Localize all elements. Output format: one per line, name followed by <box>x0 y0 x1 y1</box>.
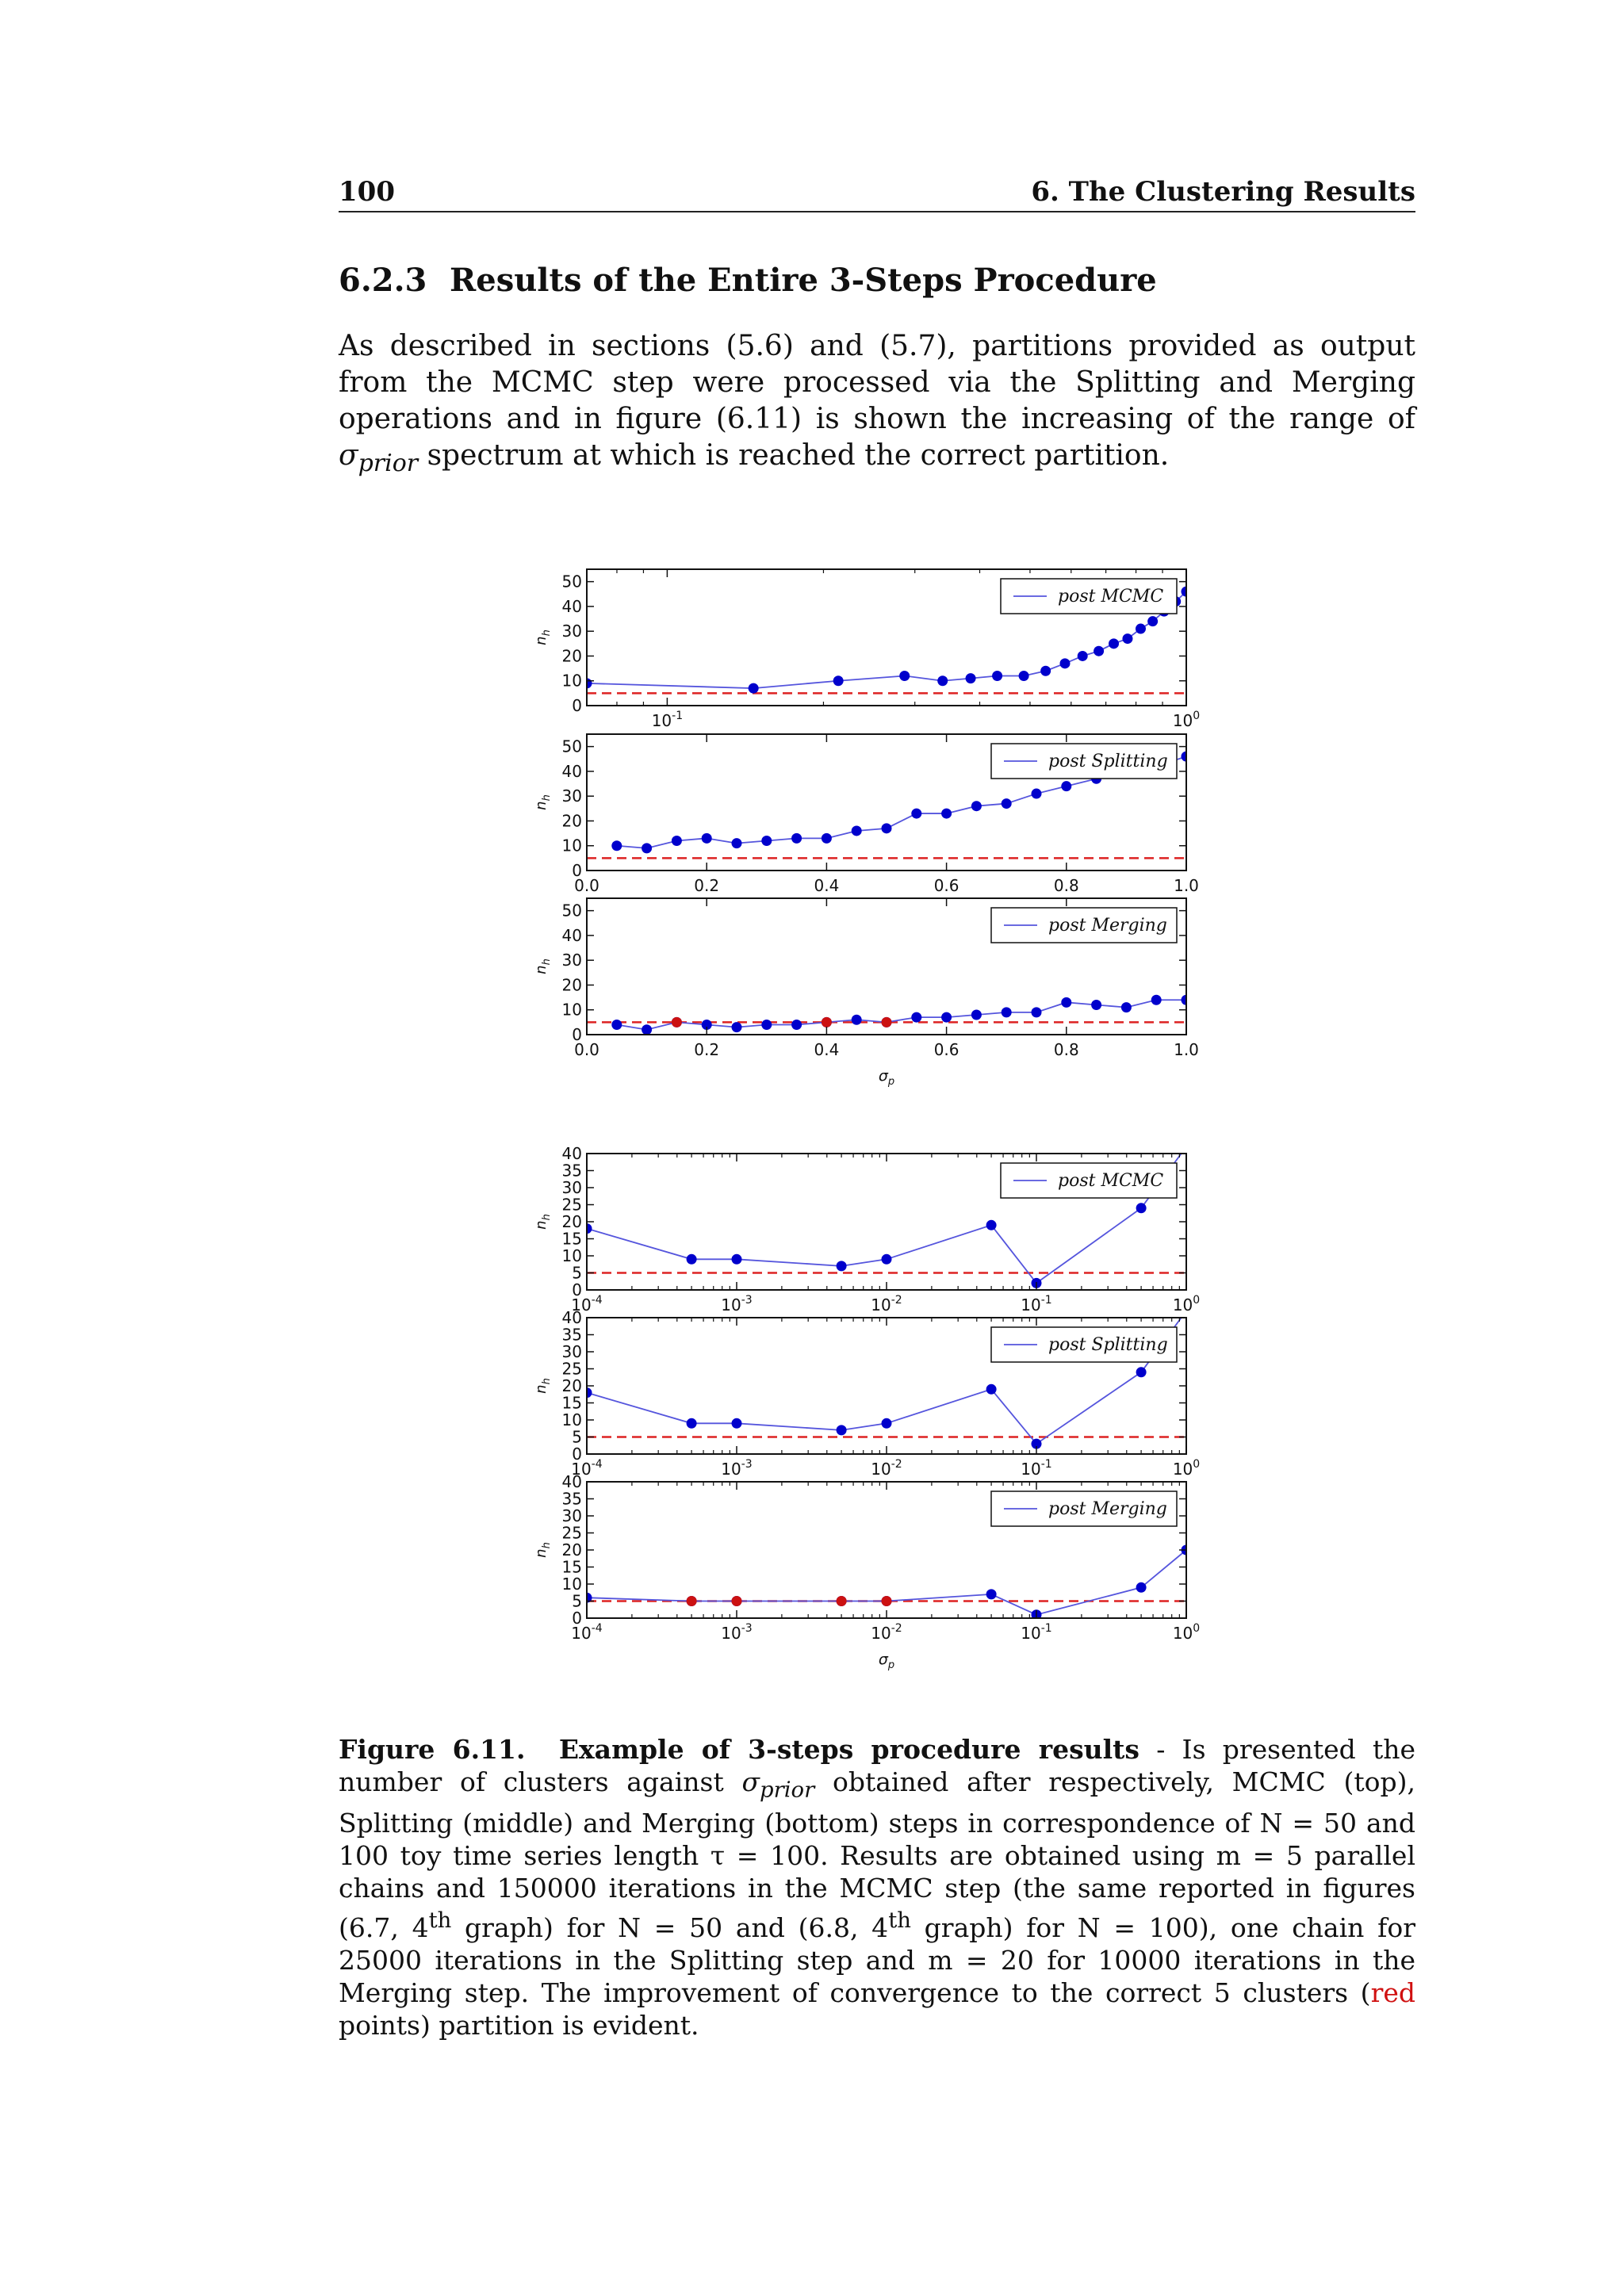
y-tick-label: 35 <box>561 1325 582 1345</box>
legend-label: post Splitting <box>1048 752 1168 771</box>
y-tick-label: 10 <box>561 1246 582 1265</box>
data-point <box>882 1254 892 1265</box>
x-tick-label: 0.4 <box>814 1040 840 1059</box>
data-point <box>837 1425 847 1435</box>
series-group <box>611 995 1191 1035</box>
x-tick-label <box>652 710 683 730</box>
axis-label-sub: p <box>887 1076 895 1088</box>
chart-n100-mcmc <box>533 1142 1200 1314</box>
x-tick-label: 0.2 <box>694 1040 720 1059</box>
y-tick-label: 25 <box>561 1195 582 1215</box>
x-tick-label <box>871 1294 902 1314</box>
data-point-red <box>882 1596 892 1606</box>
legend-label: post MCMC <box>1058 1171 1164 1191</box>
data-point <box>911 1012 921 1023</box>
data-point <box>732 1254 742 1265</box>
caption-title: Example of 3-steps procedure results <box>558 1734 1140 1765</box>
data-point <box>1109 638 1119 649</box>
axis-label-sub: h <box>541 1378 553 1385</box>
tick-base: 10 <box>721 1624 741 1643</box>
x-tick-label <box>1021 1294 1051 1314</box>
data-point <box>899 671 910 681</box>
y-tick-label: 20 <box>561 811 582 831</box>
y-tick-label: 30 <box>561 786 582 806</box>
y-tick-label: 0 <box>572 696 582 715</box>
y-tick-label: 25 <box>561 1359 582 1379</box>
running-title: 6. The Clustering Results <box>1031 176 1415 208</box>
caption-label: Figure 6.11. <box>339 1734 526 1765</box>
y-tick-label: 0 <box>572 1025 582 1044</box>
data-point <box>1182 1142 1192 1152</box>
data-point <box>702 833 712 844</box>
x-tick-label <box>1173 710 1200 730</box>
data-point <box>611 840 622 851</box>
tick-exponent: -3 <box>741 1458 753 1471</box>
tick-base: 10 <box>1172 711 1193 730</box>
x-tick-label <box>1021 1458 1051 1479</box>
axis-label-main: σ <box>878 1067 888 1085</box>
data-point <box>1151 995 1162 1005</box>
axis-label-sub: h <box>541 794 553 802</box>
y-tick-label: 20 <box>561 1212 582 1231</box>
y-tick-label: 30 <box>561 622 582 641</box>
x-tick-label <box>721 1622 752 1643</box>
axis-label-main: n <box>533 1384 550 1394</box>
data-point <box>791 1020 802 1030</box>
y-tick-label: 15 <box>561 1229 582 1249</box>
data-point-red <box>732 1596 742 1606</box>
data-point <box>992 671 1002 681</box>
y-tick-label: 10 <box>561 671 582 691</box>
tick-exponent: -1 <box>1040 1622 1052 1635</box>
x-tick-label <box>571 1622 603 1643</box>
y-axis-label <box>533 629 553 645</box>
chart-n50-splitting <box>533 734 1199 895</box>
y-tick-label: 20 <box>561 1540 582 1559</box>
data-point <box>1002 1007 1012 1017</box>
data-point-red <box>687 1596 697 1606</box>
data-point <box>672 836 682 846</box>
data-point <box>791 833 802 844</box>
data-point <box>642 843 652 853</box>
x-tick-label <box>721 1458 752 1479</box>
y-tick-label: 25 <box>561 1523 582 1543</box>
figure-caption <box>339 1733 1415 2042</box>
sigma-subscript: prior <box>358 450 419 478</box>
data-point <box>761 1020 772 1030</box>
y-tick-label: 30 <box>561 1178 582 1197</box>
tick-exponent: -2 <box>891 1458 902 1471</box>
y-tick-label: 40 <box>561 761 582 781</box>
data-point <box>1059 658 1070 668</box>
axis-label-main: n <box>533 1548 550 1558</box>
tick-exponent: 0 <box>1193 1294 1201 1307</box>
data-point <box>1078 651 1088 661</box>
y-tick-label: 35 <box>561 1489 582 1509</box>
y-tick-label: 40 <box>561 1144 582 1163</box>
data-point <box>611 1020 622 1030</box>
data-point <box>966 673 976 683</box>
tick-base: 10 <box>571 1624 592 1643</box>
axis-label-main: n <box>533 801 550 810</box>
y-axis-label <box>533 959 553 974</box>
x-tick-label: 0.4 <box>814 876 840 895</box>
axis-label-sub: h <box>541 1214 553 1221</box>
y-axis-label <box>533 794 553 810</box>
y-tick-label: 0 <box>572 1609 582 1628</box>
axis-label-sub: h <box>541 1542 553 1549</box>
y-tick-label: 5 <box>572 1591 582 1611</box>
tick-exponent: -1 <box>1040 1294 1052 1307</box>
tick-base: 10 <box>651 711 672 730</box>
section-title: Results of the Entire 3-Steps Procedure <box>450 262 1157 299</box>
chart-n100-splitting <box>533 1306 1200 1479</box>
data-point <box>1136 1367 1147 1377</box>
x-tick-label: 0.6 <box>933 1040 959 1059</box>
data-point <box>937 675 948 686</box>
x-tick-label: 0.8 <box>1053 1040 1079 1059</box>
superscript-th: th <box>888 1907 911 1933</box>
y-tick-label: 5 <box>572 1263 582 1283</box>
caption-text: graph) for N = 100), one chain for 25000 iterations in the Splitting step and m = 20 for 10000 iterations in the Merging step. The improvement of convergence to the correct 5 clusters ( <box>339 1911 1415 2008</box>
tick-base: 10 <box>1021 1460 1041 1479</box>
data-point <box>687 1418 697 1429</box>
y-tick-label: 10 <box>561 1000 582 1020</box>
x-tick-label <box>871 1622 902 1643</box>
caption-text: graph) for N = 50 and (6.8, 4 <box>451 1911 889 1943</box>
legend-label: post MCMC <box>1058 587 1164 607</box>
chart-n50-mcmc <box>533 569 1200 730</box>
y-tick-label: 10 <box>561 1410 582 1429</box>
caption-text: obtained after respectively, MCMC (top), Splitting (middle) and Merging (bottom) steps in correspondence of N = 50 and 100 toy time series length τ = 100. Results are obtained using m = 5 parallel chains and 150000 iterations in the MCMC step (the same reported in figures (6.7, 4 <box>339 1766 1415 1943</box>
chart-n50-merging <box>533 898 1199 1088</box>
data-point <box>1147 616 1158 626</box>
y-tick-label: 10 <box>561 1575 582 1594</box>
data-point <box>642 1024 652 1035</box>
y-tick-label: 50 <box>561 737 582 756</box>
data-point <box>1121 1002 1132 1012</box>
x-tick-label <box>871 1458 902 1479</box>
data-point <box>761 836 772 846</box>
axis-label-main: n <box>533 1220 550 1230</box>
data-point <box>833 675 844 686</box>
y-tick-label: 30 <box>561 1506 582 1525</box>
data-point <box>986 1384 997 1395</box>
tick-exponent: -4 <box>591 1622 603 1635</box>
page-number: 100 <box>339 176 395 208</box>
legend-label: post Merging <box>1048 916 1167 936</box>
data-point <box>1136 1203 1147 1213</box>
data-point <box>822 833 832 844</box>
x-tick-label: 0.6 <box>933 876 959 895</box>
y-tick-label: 40 <box>561 925 582 945</box>
tick-base: 10 <box>721 1295 741 1314</box>
data-point <box>986 1220 997 1230</box>
data-point-red <box>822 1017 832 1027</box>
sigma-subscript: prior <box>759 1777 815 1803</box>
tick-base: 10 <box>1172 1460 1193 1479</box>
data-point <box>732 1418 742 1429</box>
axis-label-main: n <box>533 965 550 974</box>
y-axis-label <box>533 1378 553 1394</box>
y-tick-label: 0 <box>572 861 582 880</box>
tick-exponent: -3 <box>741 1622 753 1635</box>
series-group <box>582 1545 1192 1621</box>
data-point-red <box>837 1596 847 1606</box>
data-point <box>1040 666 1051 676</box>
data-point <box>749 683 759 694</box>
axis-label-sub: h <box>541 959 553 966</box>
data-point <box>1136 624 1146 634</box>
axis-label-main: n <box>533 636 550 645</box>
tick-base: 10 <box>1021 1295 1041 1314</box>
data-point <box>687 1254 697 1265</box>
x-axis-label <box>879 1651 894 1671</box>
y-tick-label: 35 <box>561 1161 582 1181</box>
x-tick-label: 0.8 <box>1053 876 1079 895</box>
sigma-symbol: σ <box>339 439 358 472</box>
axis-label-sub: p <box>887 1659 895 1671</box>
paragraph-text: As described in sections (5.6) and (5.7), partitions provided as output from the MCMC step were processed via the Splitting and Merging operations and in figure (6.11) is shown the increasing of the range of <box>339 330 1415 435</box>
tick-exponent: -1 <box>1040 1458 1052 1471</box>
y-tick-label: 0 <box>572 1445 582 1464</box>
y-tick-label: 40 <box>561 596 582 616</box>
y-tick-label: 10 <box>561 836 582 855</box>
tick-base: 10 <box>871 1460 891 1479</box>
y-tick-label: 50 <box>561 572 582 591</box>
y-tick-label: 20 <box>561 1376 582 1395</box>
x-tick-label <box>1173 1294 1200 1314</box>
axis-label-main: σ <box>878 1651 888 1668</box>
data-point <box>1032 789 1042 799</box>
tick-exponent: 0 <box>1193 1458 1201 1471</box>
tick-base: 10 <box>1172 1295 1193 1314</box>
sigma-symbol: σ <box>741 1766 760 1797</box>
tick-exponent: -4 <box>591 1294 603 1307</box>
y-tick-label: 20 <box>561 975 582 995</box>
y-tick-label: 20 <box>561 646 582 666</box>
x-tick-label: 0.0 <box>574 1040 599 1059</box>
data-point <box>1136 1582 1147 1593</box>
x-tick-label: 1.0 <box>1174 876 1199 895</box>
data-point <box>837 1261 847 1271</box>
data-point <box>852 1015 862 1025</box>
legend-label: post Merging <box>1048 1499 1167 1519</box>
paragraph-text: spectrum at which is reached the correct partition. <box>418 439 1170 472</box>
x-tick-label <box>1021 1622 1051 1643</box>
chart-n100-merging <box>533 1472 1200 1671</box>
data-point <box>911 809 921 819</box>
data-point <box>882 823 892 833</box>
data-point-red <box>672 1017 682 1027</box>
x-tick-label: 0.2 <box>694 876 720 895</box>
tick-exponent: -4 <box>591 1458 603 1471</box>
y-tick-label: 40 <box>561 1472 582 1491</box>
caption-red-word: red <box>1370 1976 1415 2008</box>
data-point <box>1032 1007 1042 1017</box>
y-tick-label: 40 <box>561 1308 582 1327</box>
data-point <box>1061 781 1071 791</box>
data-point <box>1061 997 1071 1008</box>
y-tick-label: 5 <box>572 1427 582 1447</box>
legend-label: post Splitting <box>1048 1335 1168 1355</box>
caption-text: points) partition is evident. <box>339 2009 699 2041</box>
tick-base: 10 <box>1021 1624 1041 1643</box>
data-point <box>941 1012 952 1023</box>
y-tick-label: 15 <box>561 1393 582 1413</box>
tick-base: 10 <box>871 1624 891 1643</box>
x-tick-label <box>1173 1458 1200 1479</box>
y-tick-label: 50 <box>561 901 582 920</box>
data-point <box>732 1022 742 1032</box>
y-tick-label: 0 <box>572 1280 582 1299</box>
x-tick-label: 1.0 <box>1174 1040 1199 1059</box>
data-point <box>882 1418 892 1429</box>
tick-exponent: -2 <box>891 1622 902 1635</box>
data-point <box>1122 633 1132 644</box>
x-axis-label <box>879 1067 894 1088</box>
x-tick-label <box>1173 1622 1200 1643</box>
tick-exponent: 0 <box>1193 710 1201 722</box>
data-point <box>852 825 862 836</box>
x-tick-label <box>721 1294 752 1314</box>
data-point <box>1019 671 1029 681</box>
x-tick-label: 0.0 <box>574 876 599 895</box>
caption-text: - Is presented the number of clusters against <box>339 1734 1416 1797</box>
data-point-red <box>882 1017 892 1027</box>
y-tick-label: 15 <box>561 1557 582 1577</box>
y-axis-label <box>533 1542 553 1558</box>
tick-exponent: -3 <box>741 1294 753 1307</box>
data-point <box>971 1009 982 1020</box>
section-number: 6.2.3 <box>339 262 427 299</box>
tick-exponent: -2 <box>891 1294 902 1307</box>
axis-label-sub: h <box>541 629 553 637</box>
data-point <box>1091 1000 1101 1010</box>
tick-base: 10 <box>721 1460 741 1479</box>
y-axis-label <box>533 1214 553 1230</box>
y-tick-label: 30 <box>561 1342 582 1361</box>
data-point <box>1094 646 1104 656</box>
tick-base: 10 <box>1172 1624 1193 1643</box>
data-point <box>732 838 742 848</box>
data-point <box>1002 798 1012 809</box>
data-point <box>971 801 982 811</box>
data-point <box>986 1589 997 1599</box>
tick-base: 10 <box>571 1295 592 1314</box>
data-point <box>941 809 952 819</box>
tick-base: 10 <box>871 1295 891 1314</box>
superscript-th: th <box>428 1907 452 1933</box>
tick-exponent: 0 <box>1193 1622 1201 1635</box>
tick-base: 10 <box>571 1460 592 1479</box>
tick-exponent: -1 <box>672 710 684 722</box>
y-tick-label: 30 <box>561 951 582 970</box>
